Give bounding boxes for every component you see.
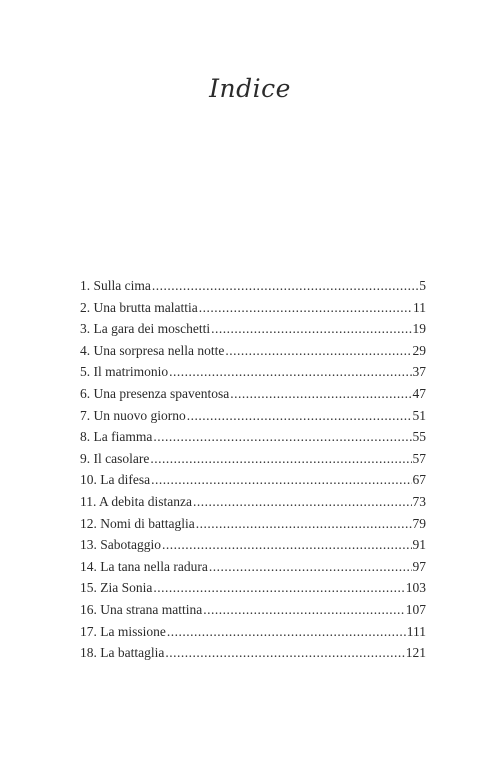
- dot-leader: [169, 361, 411, 383]
- toc-entry-title: 2. Una brutta malattia: [80, 299, 198, 315]
- toc-entry: [80, 405, 426, 427]
- toc-entry: [80, 513, 426, 535]
- toc-entry: [80, 318, 426, 340]
- dot-leader: [151, 469, 411, 491]
- toc-entry-title: 16. Una strana mattina: [80, 601, 203, 617]
- toc-entry-title: 12. Nomi di battaglia: [80, 515, 195, 531]
- toc-entry-title: 4. Una sorpresa nella notte: [80, 342, 225, 358]
- toc-entry-title: 11. A debita distanza: [80, 493, 192, 509]
- dot-leader: [150, 448, 411, 470]
- toc-entry: [80, 448, 426, 470]
- toc-entry-page: 111: [406, 623, 426, 639]
- toc-entry-page: 5: [419, 278, 426, 293]
- dot-leader: [187, 405, 412, 427]
- toc-entry-title: 15. Zia Sonia: [80, 580, 153, 596]
- toc-entry-title: 6. Una presenza spaventosa: [80, 385, 230, 401]
- dot-leader: [167, 621, 406, 643]
- dot-leader: [211, 318, 411, 340]
- toc-entry: [80, 642, 426, 664]
- toc-entry-page: 79: [412, 515, 426, 531]
- dot-leader: [196, 513, 412, 535]
- toc-entry-page: 97: [412, 558, 426, 574]
- dot-leader: [193, 491, 412, 513]
- toc-entry: [80, 599, 426, 621]
- toc-entry-title: 14. La tana nella radura: [80, 558, 208, 574]
- toc-entry: [80, 534, 426, 556]
- toc-entry-title: 13. Sabotaggio: [80, 537, 161, 553]
- toc-entry-page: 103: [405, 580, 426, 596]
- toc-entry-page: 121: [405, 645, 426, 661]
- toc-entry: [80, 297, 426, 319]
- toc-entry-title: 5. Il matrimonio: [80, 364, 169, 380]
- toc-entry-page: 19: [412, 321, 426, 337]
- toc-entry-title: 17. La missione: [80, 623, 166, 639]
- dot-leader: [230, 383, 411, 405]
- toc-entry: [80, 275, 426, 297]
- dot-leader: [153, 577, 404, 599]
- toc-entry: [80, 361, 426, 383]
- toc-entry-title: 7. Un nuovo giorno: [80, 407, 186, 423]
- toc-entry-page: 11: [413, 299, 426, 315]
- toc-entry-title: 18. La battaglia: [80, 645, 165, 661]
- toc-entry-page: 47: [412, 385, 426, 401]
- toc-entry-page: 91: [412, 537, 426, 553]
- toc-entry-title: 3. La gara dei moschetti: [80, 321, 211, 337]
- dot-leader: [152, 275, 418, 297]
- toc-entry-title: 1. Sulla cima: [80, 278, 151, 293]
- toc-entry-page: 55: [412, 429, 426, 445]
- toc-entry: [80, 383, 426, 405]
- toc-entry: [80, 556, 426, 578]
- toc-entry-title: 9. Il casolare: [80, 450, 150, 466]
- toc-entry: [80, 621, 426, 643]
- dot-leader: [165, 642, 404, 664]
- toc-entry: [80, 340, 426, 362]
- toc-entry: [80, 469, 426, 491]
- toc-entry-page: 29: [412, 342, 426, 358]
- dot-leader: [225, 340, 411, 362]
- dot-leader: [199, 297, 412, 319]
- toc-entry-title: 10. La difesa: [80, 472, 151, 488]
- toc-entry-page: 57: [412, 450, 426, 466]
- dot-leader: [203, 599, 405, 621]
- dot-leader: [162, 534, 412, 556]
- dot-leader: [209, 556, 412, 578]
- page-title: Indice: [209, 74, 291, 103]
- table-of-contents: [80, 275, 426, 664]
- toc-entry: [80, 577, 426, 599]
- toc-entry-page: 67: [412, 472, 426, 488]
- toc-entry-title: 8. La fiamma: [80, 429, 153, 445]
- toc-entry: [80, 491, 426, 513]
- toc-entry-page: 37: [412, 364, 426, 380]
- dot-leader: [153, 426, 411, 448]
- toc-entry: [80, 426, 426, 448]
- toc-entry-page: 107: [405, 601, 426, 617]
- toc-entry-page: 73: [412, 493, 426, 509]
- toc-entry-page: 51: [412, 407, 426, 423]
